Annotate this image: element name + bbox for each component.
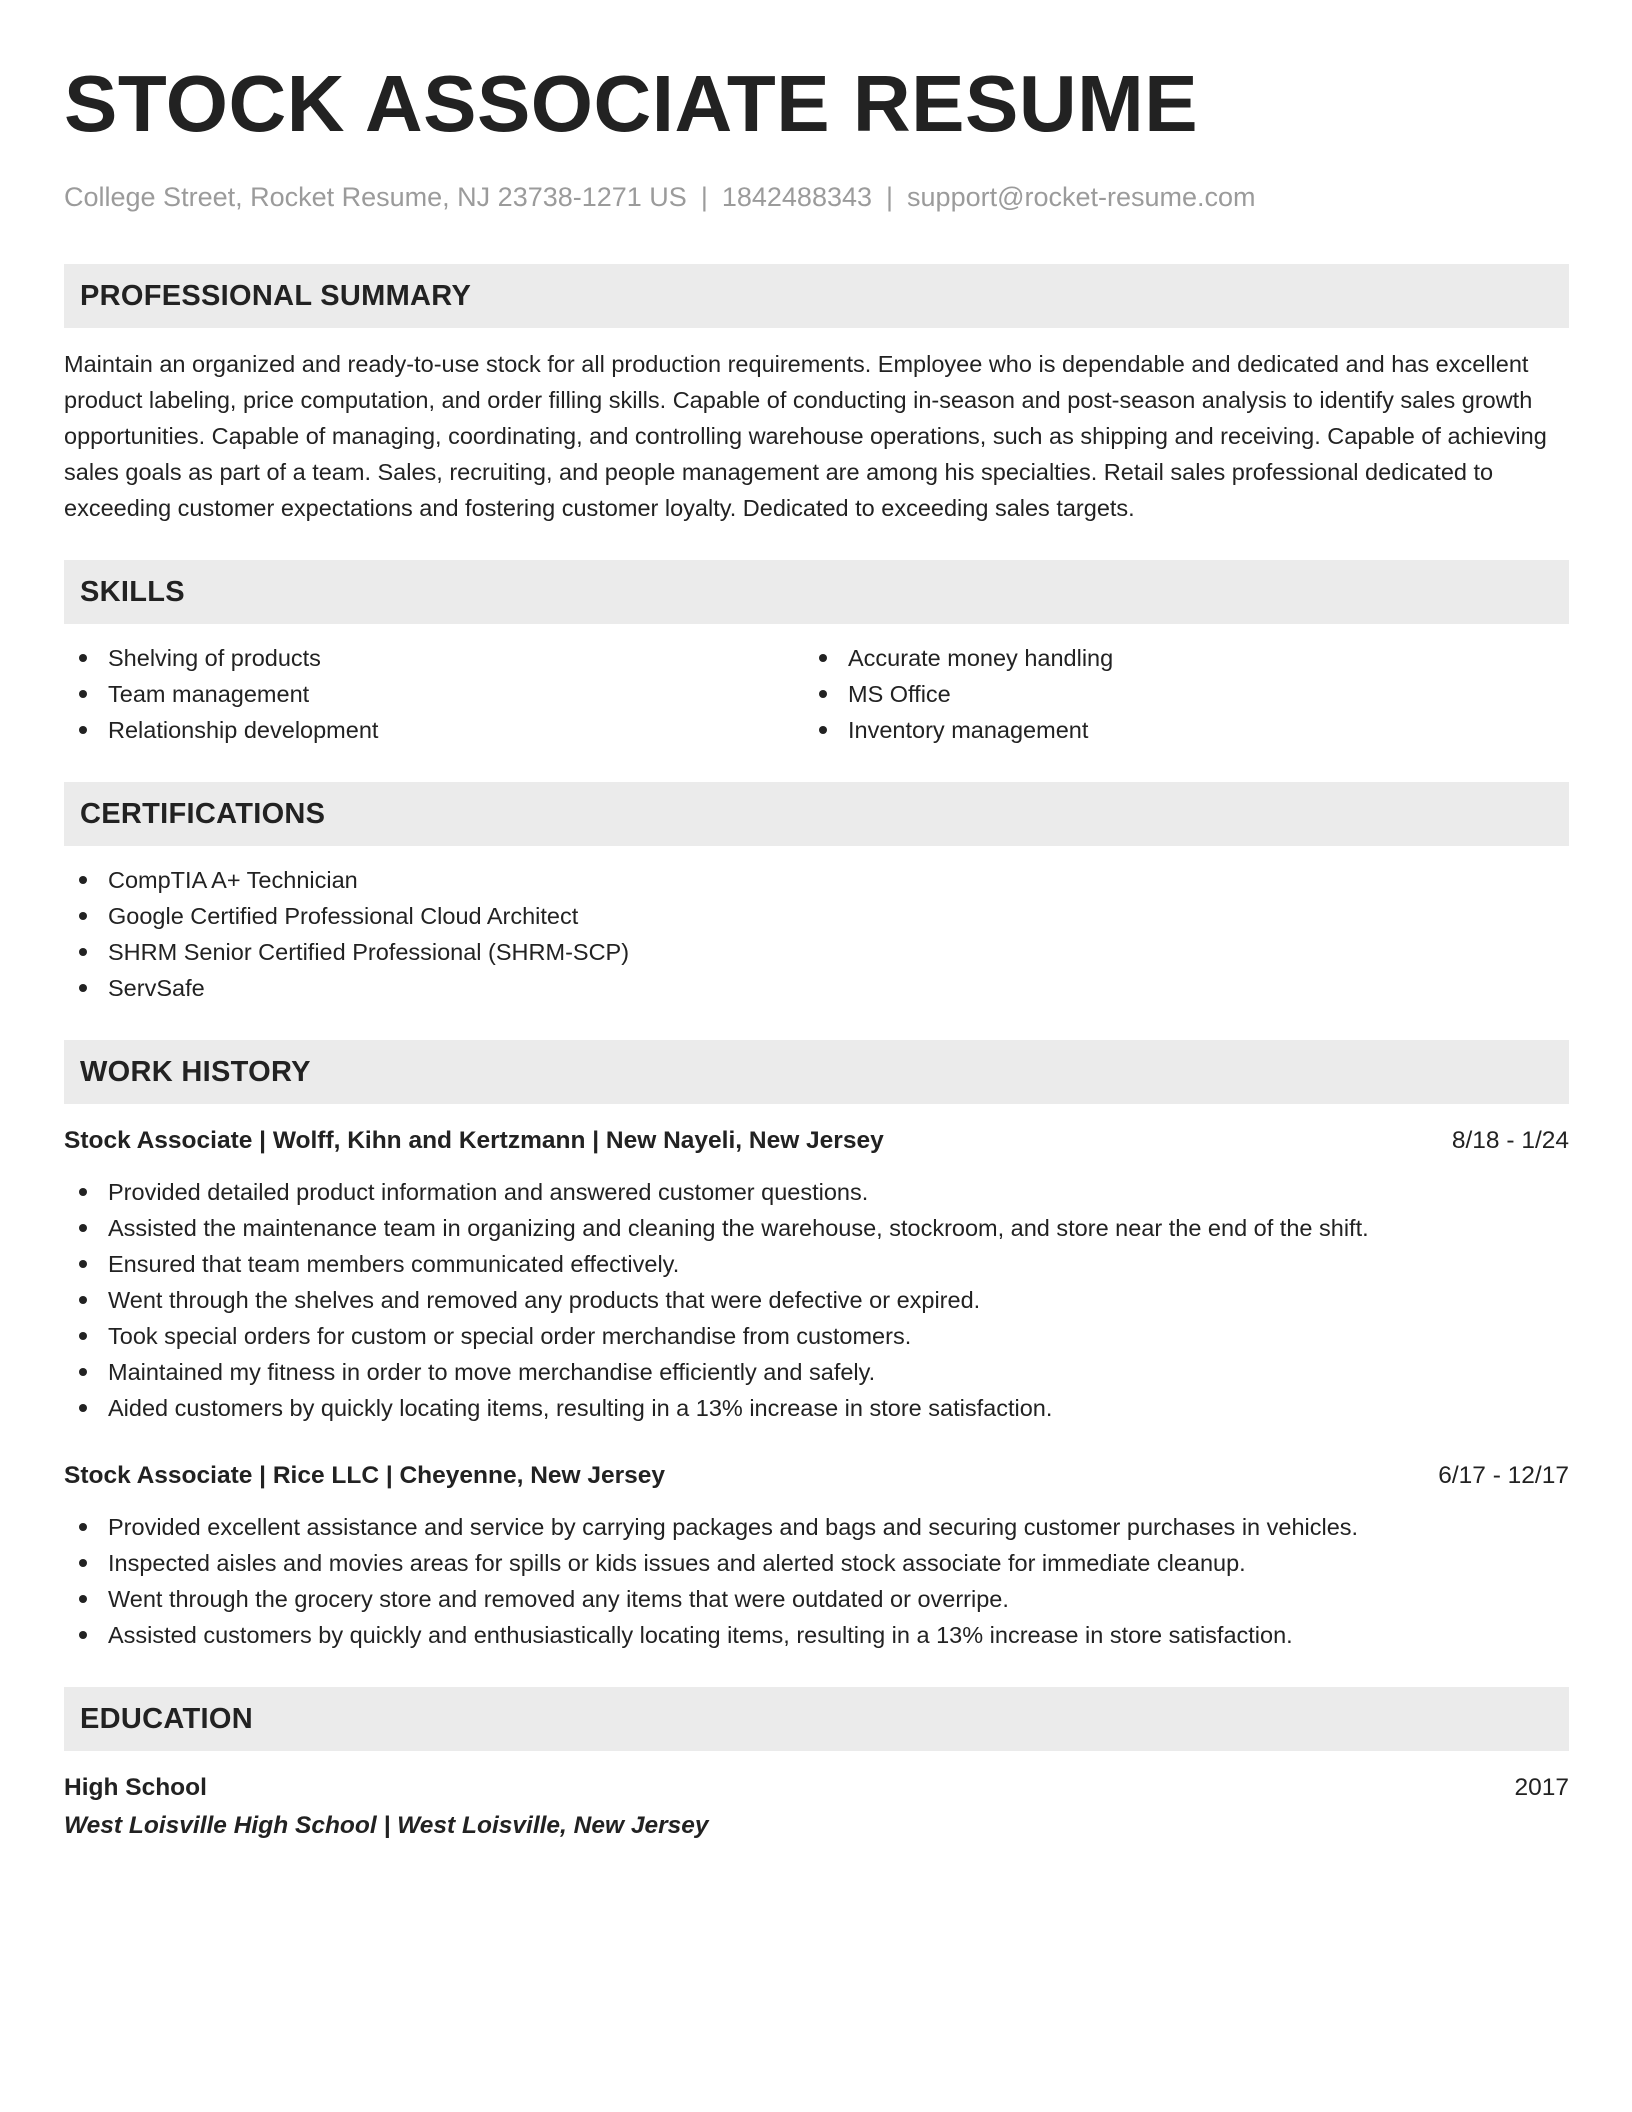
- job-header: [64, 1124, 1569, 1158]
- contact-phone: 1842488343: [721, 182, 873, 212]
- job-bullet-text: Provided detailed product information and answered customer questions.: [108, 1179, 869, 1205]
- certification-label: ServSafe: [108, 975, 205, 1001]
- skill-item: [64, 712, 804, 748]
- job-dates: 6/17 - 12/17: [1438, 1462, 1569, 1489]
- job-bullet: [64, 1545, 1569, 1581]
- job-bullet-text: Maintained my fitness in order to move merchandise efficiently and safely.: [108, 1359, 876, 1385]
- bullet-icon: [79, 1404, 87, 1412]
- job-header: [64, 1459, 1569, 1493]
- bullet-icon: [79, 912, 87, 920]
- certification-label: SHRM Senior Certified Professional (SHRM-SCP): [108, 939, 630, 965]
- bullet-icon: [79, 876, 87, 884]
- skills-section-header: SKILLS: [64, 560, 1569, 624]
- skill-item: [64, 640, 804, 676]
- job-bullet: [64, 1617, 1569, 1653]
- bullet-icon: [79, 690, 87, 698]
- job-bullet: [64, 1581, 1569, 1617]
- bullet-icon: [79, 1595, 87, 1603]
- bullet-icon: [79, 984, 87, 992]
- skill-label: MS Office: [848, 681, 951, 707]
- contact-line: [64, 180, 1569, 214]
- bullet-icon: [79, 1559, 87, 1567]
- bullet-icon: [79, 1332, 87, 1340]
- skill-label: Team management: [108, 681, 310, 707]
- bullet-icon: [79, 1631, 87, 1639]
- contact-email: support@rocket-resume.com: [907, 182, 1256, 212]
- job-bullet-list: [64, 1174, 1569, 1426]
- contact-address: College Street, Rocket Resume, NJ 23738-1271 US: [64, 182, 687, 212]
- skill-label: Inventory management: [848, 717, 1089, 743]
- skills-list-left: [64, 640, 804, 748]
- bullet-icon: [79, 1523, 87, 1531]
- job-title: Stock Associate | Rice LLC | Cheyenne, New Jersey: [64, 1462, 666, 1489]
- skill-item: [804, 640, 1544, 676]
- job-bullet-text: Inspected aisles and movies areas for spills or kids issues and alerted stock associate for immediate cleanup.: [108, 1550, 1246, 1576]
- bullet-icon: [819, 726, 827, 734]
- bullet-icon: [79, 1224, 87, 1232]
- job-title: Stock Associate | Wolff, Kihn and Kertzmann | New Nayeli, New Jersey: [64, 1127, 884, 1154]
- education-section-header: EDUCATION: [64, 1687, 1569, 1751]
- certification-item: [64, 970, 1569, 1006]
- certifications-section-header: CERTIFICATIONS: [64, 782, 1569, 846]
- skill-label: Accurate money handling: [848, 645, 1114, 671]
- job-bullet: [64, 1318, 1569, 1354]
- bullet-icon: [819, 654, 827, 662]
- job-bullet: [64, 1246, 1569, 1282]
- bullet-icon: [79, 1368, 87, 1376]
- job-bullet: [64, 1210, 1569, 1246]
- certification-label: Google Certified Professional Cloud Architect: [108, 903, 579, 929]
- job-dates: 8/18 - 1/24: [1451, 1127, 1569, 1154]
- job-bullet-text: Took special orders for custom or special order merchandise from customers.: [108, 1323, 912, 1349]
- bullet-icon: [79, 654, 87, 662]
- certifications-list: [64, 862, 1569, 1006]
- bullet-icon: [79, 948, 87, 956]
- education-degree: High School: [64, 1774, 207, 1801]
- job-bullet: [64, 1354, 1569, 1390]
- skills-grid: [64, 640, 1569, 748]
- job-bullet-text: Went through the shelves and removed any products that were defective or expired.: [108, 1287, 981, 1313]
- summary-text: Maintain an organized and ready-to-use stock for all production requirements. Employee who is dependable and dedicated and has excellent product labeling, price computation, and order filling skills. Capable of conducting in-season and post-season analysis to identify sales growth opportunities. Capable of managing, coordinating, and controlling warehouse operations, such as shipping and receiving. Capable of achieving sales goals as part of a team. Sales, recruiting, and people management are among his specialties. Retail sales professional dedicated to exceeding customer expectations and fostering customer loyalty. Dedicated to exceeding sales targets.: [64, 351, 1547, 521]
- summary-section-header: PROFESSIONAL SUMMARY: [64, 264, 1569, 328]
- education-school: West Loisville High School | West Loisville, New Jersey: [64, 1812, 709, 1839]
- certification-item: [64, 862, 1569, 898]
- resume-title: STOCK ASSOCIATE RESUME: [64, 59, 1199, 148]
- contact-separator: |: [886, 182, 894, 212]
- skill-item: [804, 712, 1544, 748]
- job-bullet-text: Provided excellent assistance and service by carrying packages and bags and securing customer purchases in vehicles.: [108, 1514, 1359, 1540]
- skill-item: [64, 676, 804, 712]
- contact-separator: |: [700, 182, 708, 212]
- bullet-icon: [79, 726, 87, 734]
- skill-label: Shelving of products: [108, 645, 321, 671]
- job-bullet-text: Aided customers by quickly locating items, resulting in a 13% increase in store satisfaction.: [108, 1395, 1053, 1421]
- certification-item: [64, 898, 1569, 934]
- work-history-section-header: WORK HISTORY: [64, 1040, 1569, 1104]
- certification-label: CompTIA A+ Technician: [108, 867, 358, 893]
- job-bullet-text: Assisted the maintenance team in organizing and cleaning the warehouse, stockroom, and store near the end of the shift.: [108, 1215, 1369, 1241]
- job-bullet-text: Went through the grocery store and removed any items that were outdated or overripe.: [108, 1586, 1009, 1612]
- job-bullet-text: Assisted customers by quickly and enthusiastically locating items, resulting in a 13% increase in store satisfaction.: [108, 1622, 1293, 1648]
- bullet-icon: [819, 690, 827, 698]
- bullet-icon: [79, 1188, 87, 1196]
- education-header: [64, 1771, 1569, 1805]
- job-bullet-text: Ensured that team members communicated effectively.: [108, 1251, 680, 1277]
- job-bullet: [64, 1509, 1569, 1545]
- bullet-icon: [79, 1260, 87, 1268]
- bullet-icon: [79, 1296, 87, 1304]
- job-bullet: [64, 1174, 1569, 1210]
- skill-item: [804, 676, 1544, 712]
- job-bullet-list: [64, 1509, 1569, 1653]
- job-bullet: [64, 1282, 1569, 1318]
- education-year: 2017: [1514, 1774, 1569, 1801]
- skills-list-right: [804, 640, 1544, 748]
- job-bullet: [64, 1390, 1569, 1426]
- skill-label: Relationship development: [108, 717, 379, 743]
- certification-item: [64, 934, 1569, 970]
